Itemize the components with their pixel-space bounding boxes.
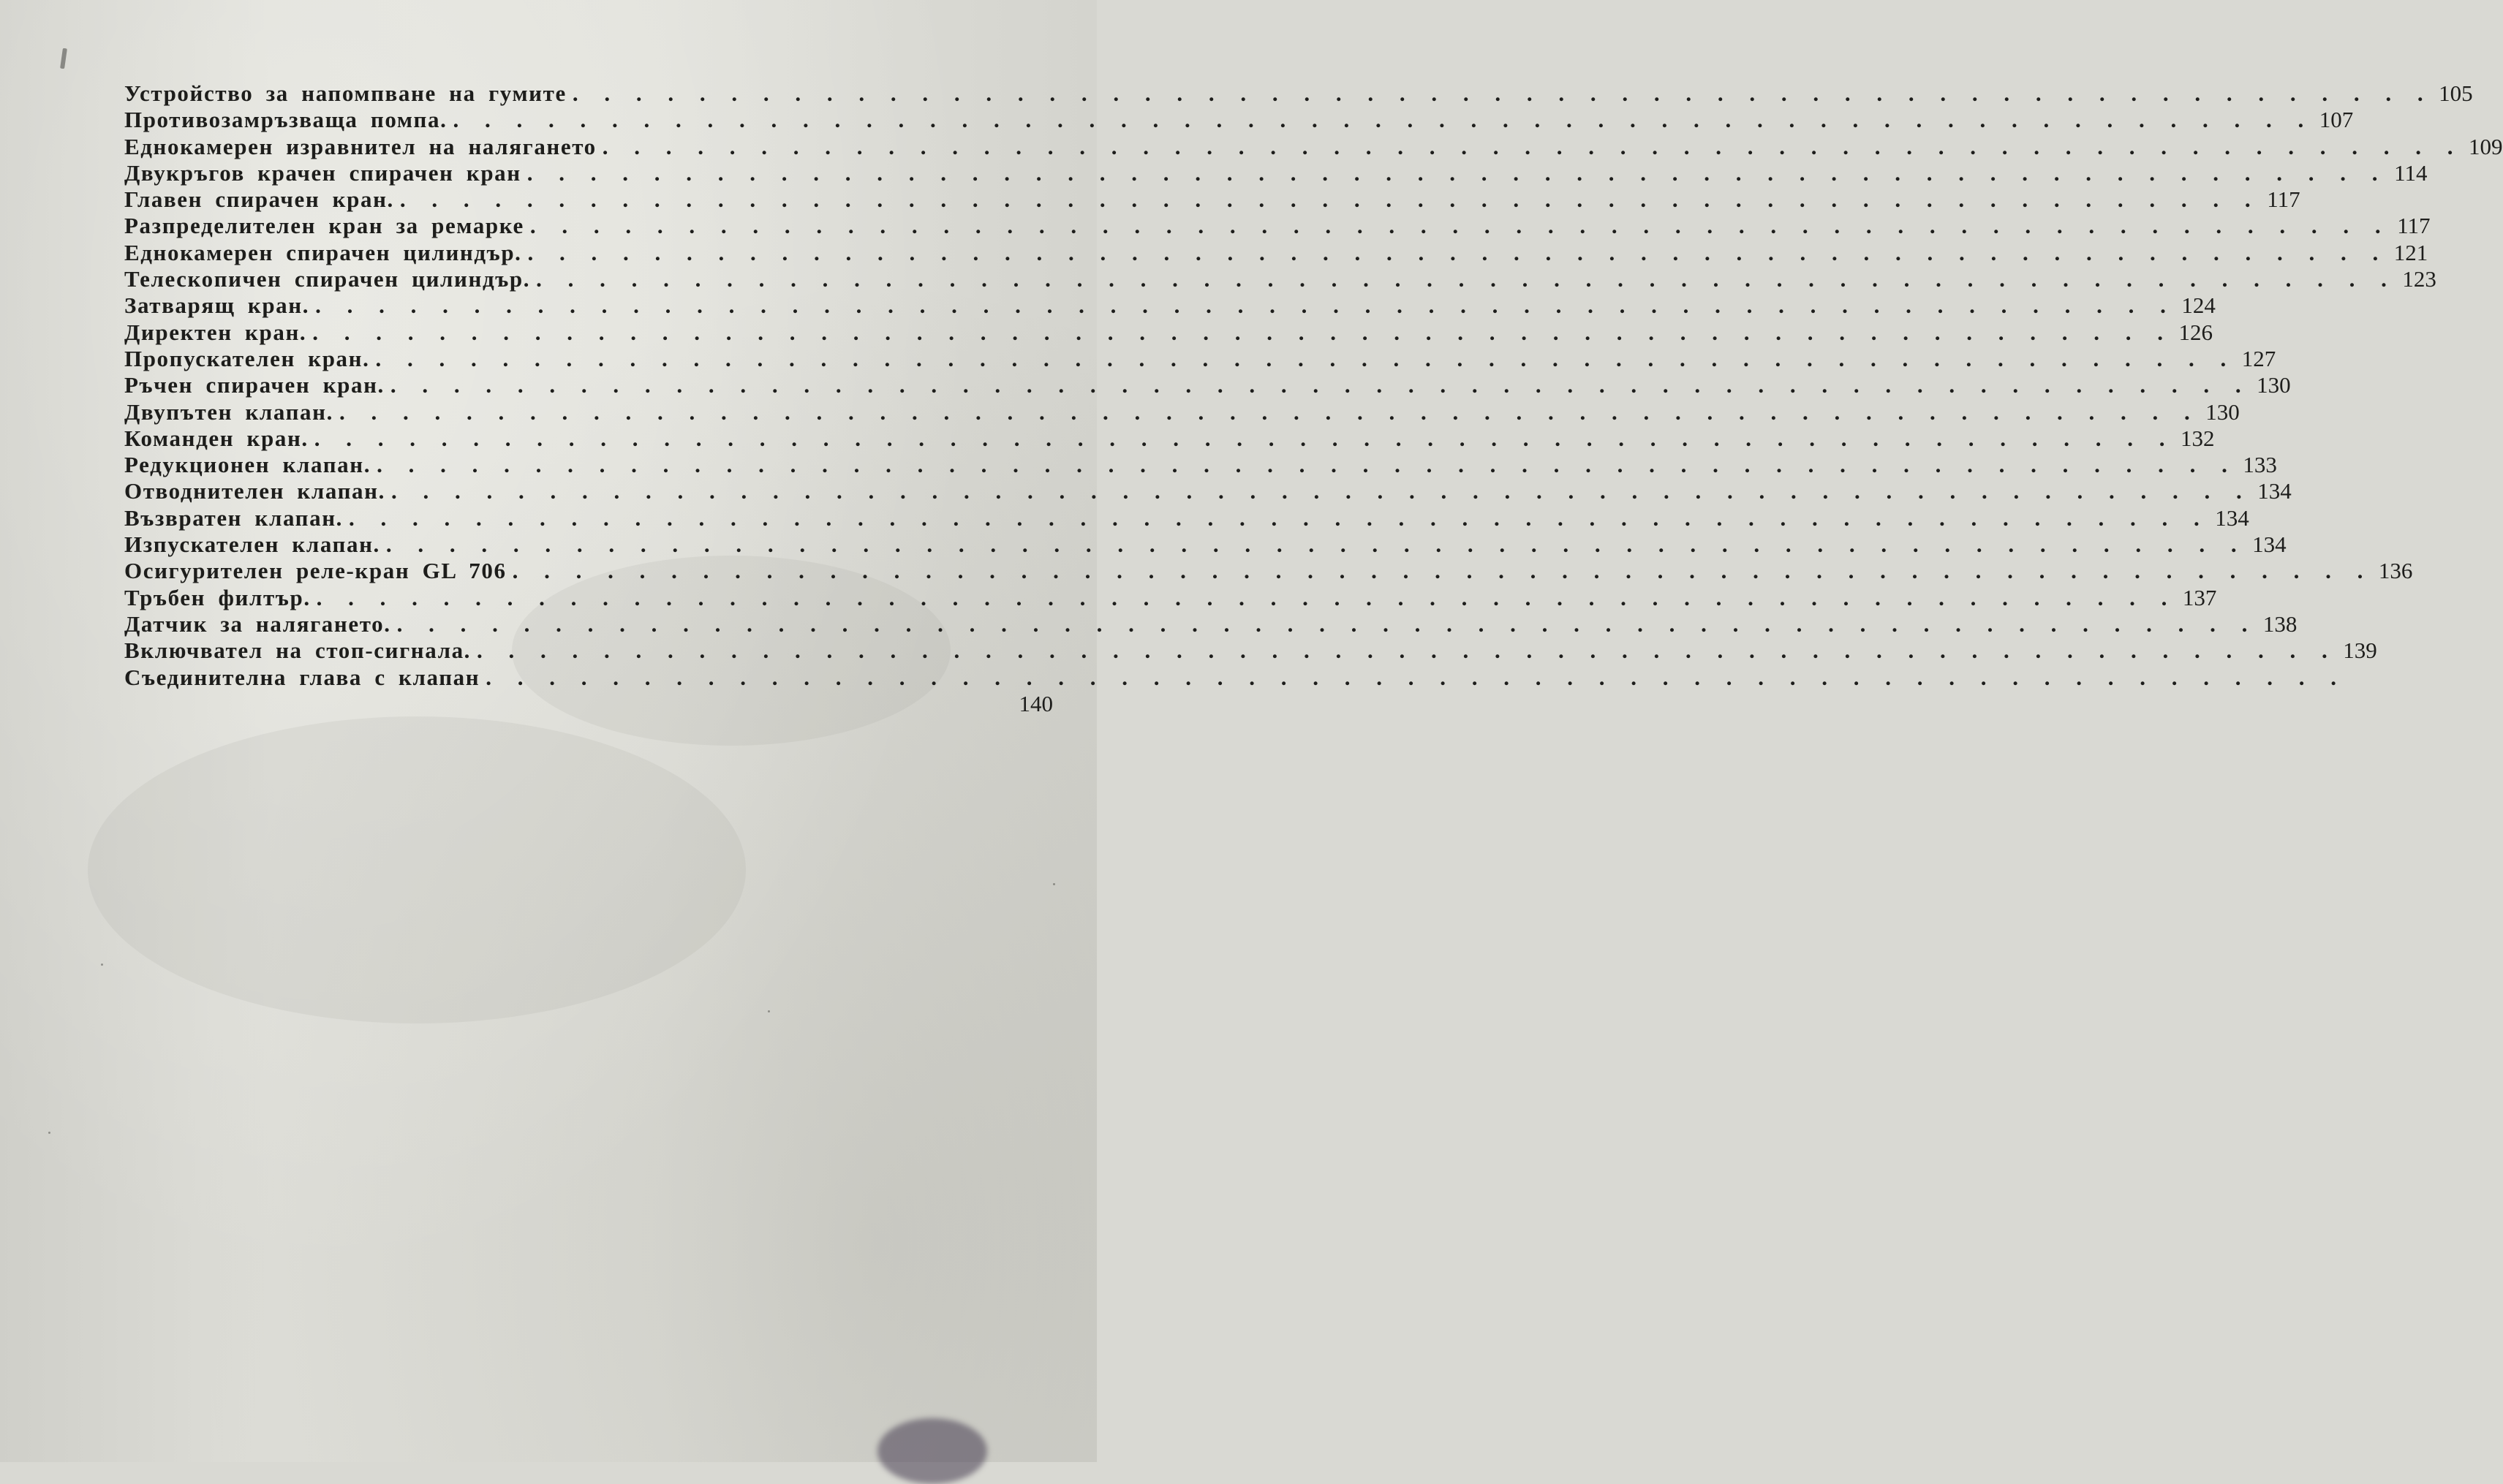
- toc-entry-title: Ръчен спирачен кран.: [124, 372, 385, 398]
- toc-page-number: 107: [2319, 107, 2354, 133]
- toc-row: [124, 558, 2413, 584]
- toc-page-number: 134: [2252, 531, 2287, 558]
- toc-row: [124, 133, 2503, 160]
- toc-row: [124, 213, 2431, 239]
- paper-speck: [101, 964, 103, 966]
- toc-dot-leader: . . . . . . . . . . . . . . . . . . . . . . . . . . . . . . . . . . . . . . . . . . . . . . . . . . . . . . . . . . .: [315, 292, 2173, 319]
- toc-entry-title: Разпределителен кран за ремарке: [124, 213, 524, 239]
- toc-dot-leader: . . . . . . . . . . . . . . . . . . . . . . . . . . . . . . . . . . . . . . . . . . . . . . . . . . . . . . . . . . .: [453, 107, 2311, 133]
- toc-entry-title: Телескопичен спирачен цилиндър.: [124, 266, 531, 292]
- toc-row: [124, 504, 2249, 531]
- toc-page-number: 134: [2257, 478, 2292, 504]
- toc-page-number: 140: [1019, 690, 1053, 716]
- toc-row: [124, 319, 2213, 346]
- toc-row: [124, 691, 1053, 717]
- toc-row: [124, 186, 2300, 213]
- toc-page-number: 117: [2267, 186, 2300, 213]
- toc-row: [124, 292, 2216, 319]
- toc-dot-leader: . . . . . . . . . . . . . . . . . . . . . . . . . . . . . . . . . . . . . . . . . . . . . . . . . . . . . . . . . . .: [536, 266, 2394, 292]
- toc-dot-leader: . . . . . . . . . . . . . . . . . . . . . . . . . . . . . . . . . . . . . . . . . . . . . . . . . . . . . . . . . . .: [390, 478, 2249, 504]
- toc-entry-title: Двукръгов крачен спирачен кран: [124, 159, 521, 186]
- toc-entry-title: Затварящ кран.: [124, 292, 310, 319]
- toc-dot-leader: . . . . . . . . . . . . . . . . . . . . . . . . . . . . . . . . . . . . . . . . . . . . . . . . . . . . . . . . . . .: [396, 610, 2255, 637]
- toc-dot-leader: . . . . . . . . . . . . . . . . . . . . . . . . . . . . . . . . . . . . . . . . . . . . . . . . . . . . . . . . . . .: [385, 531, 2244, 558]
- toc-entry-title: Еднокамерен спирачен цилиндър.: [124, 239, 522, 265]
- toc-page-number: 123: [2402, 266, 2436, 292]
- toc-entry-title: Противозамръзваща помпа.: [124, 107, 448, 133]
- toc-page-number: 130: [2257, 372, 2291, 398]
- toc-page-number: 126: [2178, 319, 2213, 345]
- toc-dot-leader: . . . . . . . . . . . . . . . . . . . . . . . . . . . . . . . . . . . . . . . . . . . . . . . . . . . . . . . . . . .: [312, 319, 2171, 345]
- toc-dot-leader: . . . . . . . . . . . . . . . . . . . . . . . . . . . . . . . . . . . . . . . . . . . . . . . . . . . . . . . . . . .: [377, 452, 2235, 478]
- toc-dot-leader: . . . . . . . . . . . . . . . . . . . . . . . . . . . . . . . . . . . . . . . . . . . . . . . . . . . . . . . . . . .: [316, 584, 2175, 610]
- toc-page-number: 117: [2397, 213, 2431, 239]
- toc-page-number: 139: [2343, 637, 2377, 664]
- paper-speck: [768, 1010, 770, 1012]
- toc-row: [124, 345, 2276, 372]
- toc-row: [124, 637, 2377, 664]
- toc-dot-leader: . . . . . . . . . . . . . . . . . . . . . . . . . . . . . . . . . . . . . . . . . . . . . . . . . . . . . . . . . . .: [375, 345, 2234, 371]
- toc-entry-title: Двупътен клапан.: [124, 398, 333, 425]
- toc-dot-leader: . . . . . . . . . . . . . . . . . . . . . . . . . . . . . . . . . . . . . . . . . . . . . . . . . . . . . . . . . . .: [339, 398, 2197, 425]
- toc-page-number: 138: [2262, 610, 2298, 637]
- toc-dot-leader: . . . . . . . . . . . . . . . . . . . . . . . . . . . . . . . . . . . . . . . . . . . . . . . . . . . . . . . . . . .: [390, 372, 2249, 398]
- toc-page-number: 105: [2439, 80, 2473, 106]
- toc-entry-title: Датчик за налягането.: [124, 610, 391, 637]
- toc-entry-title: Съединителна глава с клапан: [124, 664, 480, 690]
- finger-shadow: [877, 1418, 987, 1484]
- paper-speck: [48, 1132, 50, 1134]
- toc-dot-leader: . . . . . . . . . . . . . . . . . . . . . . . . . . . . . . . . . . . . . . . . . . . . . . . . . . . . . . . . . . .: [349, 504, 2207, 531]
- toc-row: [124, 531, 2287, 558]
- toc-entry-title: Отводнителен клапан.: [124, 478, 385, 504]
- toc-page-number: 132: [2181, 425, 2215, 451]
- toc-entry-title: Изпускателен клапан.: [124, 531, 380, 558]
- toc-row: [124, 239, 2428, 266]
- toc-entry-title: Команден кран.: [124, 425, 309, 451]
- toc-page-number: 137: [2182, 584, 2217, 610]
- toc-dot-leader: . . . . . . . . . . . . . . . . . . . . . . . . . . . . . . . . . . . . . . . . . . . . . . . . . . . . . . . . . . .: [486, 664, 2344, 690]
- toc-row: [124, 664, 2344, 691]
- toc-entry-title: Пропускателен кран.: [124, 345, 370, 371]
- toc-entry-title: Директен кран.: [124, 319, 307, 345]
- toc-page-number: 130: [2205, 398, 2240, 425]
- toc-dot-leader: . . . . . . . . . . . . . . . . . . . . . . . . . . . . . . . . . . . . . . . . . . . . . . . . . . . . . . . . . . .: [529, 213, 2388, 239]
- toc-entry-title: Главен спирачен кран.: [124, 186, 394, 213]
- toc-row: [124, 610, 2298, 637]
- paper-stain: [88, 716, 746, 1023]
- toc-page-number: 136: [2378, 558, 2413, 584]
- toc-entry-title: Осигурителен реле-кран GL 706: [124, 558, 507, 584]
- toc-page-number: 114: [2394, 159, 2428, 186]
- toc-dot-leader: . . . . . . . . . . . . . . . . . . . . . . . . . . . . . . . . . . . . . . . . . . . . . . . . . . . . . . . . . . .: [512, 558, 2371, 584]
- toc-row: [124, 452, 2277, 478]
- toc-dot-leader: . . . . . . . . . . . . . . . . . . . . . . . . . . . . . . . . . . . . . . . . . . . . . . . . . . . . . . . . . . .: [572, 80, 2431, 106]
- toc-page-number: 109: [2469, 133, 2503, 159]
- table-of-contents: [124, 80, 2503, 717]
- ink-mark: [60, 48, 67, 69]
- toc-dot-leader: . . . . . . . . . . . . . . . . . . . . . . . . . . . . . . . . . . . . . . . . . . . . . . . . . . . . . . . . . . .: [477, 637, 2335, 664]
- toc-dot-leader: . . . . . . . . . . . . . . . . . . . . . . . . . . . . . . . . . . . . . . . . . . . . . . . . . . . . . . . . . . .: [526, 159, 2385, 186]
- toc-row: [124, 398, 2240, 425]
- toc-row: [124, 425, 2215, 452]
- toc-page-number: 127: [2241, 345, 2276, 371]
- toc-entry-title: Редукционен клапан.: [124, 452, 371, 478]
- toc-dot-leader: . . . . . . . . . . . . . . . . . . . . . . . . . . . . . . . . . . . . . . . . . . . . . . . . . . . . . . . . . . .: [527, 239, 2386, 265]
- toc-row: [124, 478, 2292, 504]
- toc-page-number: 124: [2181, 292, 2216, 319]
- toc-page-number: 133: [2243, 452, 2277, 478]
- toc-row: [124, 266, 2436, 292]
- toc-dot-leader: . . . . . . . . . . . . . . . . . . . . . . . . . . . . . . . . . . . . . . . . . . . . . . . . . . . . . . . . . . .: [602, 133, 2461, 159]
- toc-row: [124, 372, 2291, 398]
- toc-entry-title: Включвател на стоп-сигнала.: [124, 637, 472, 664]
- toc-entry-title: Възвратен клапан.: [124, 504, 344, 531]
- toc-entry-title: Устройство за напомпване на гумите: [124, 80, 567, 106]
- toc-page-number: 134: [2215, 504, 2249, 531]
- toc-dot-leader: . . . . . . . . . . . . . . . . . . . . . . . . . . . . . . . . . . . . . . . . . . . . . . . . . . . . . . . . . . .: [314, 425, 2172, 451]
- paper-speck: [1053, 883, 1055, 885]
- toc-dot-leader: . . . . . . . . . . . . . . . . . . . . . . . . . . . . . . . . . . . . . . . . . . . . . . . . . . . . . . . . . . .: [399, 186, 2258, 213]
- toc-row: [124, 584, 2217, 611]
- toc-row: [124, 80, 2473, 107]
- toc-entry-title: Тръбен филтър.: [124, 584, 311, 610]
- toc-row: [124, 159, 2428, 186]
- toc-row: [124, 107, 2354, 133]
- toc-page-number: 121: [2393, 239, 2428, 265]
- toc-entry-title: Еднокамерен изравнител на налягането: [124, 133, 597, 159]
